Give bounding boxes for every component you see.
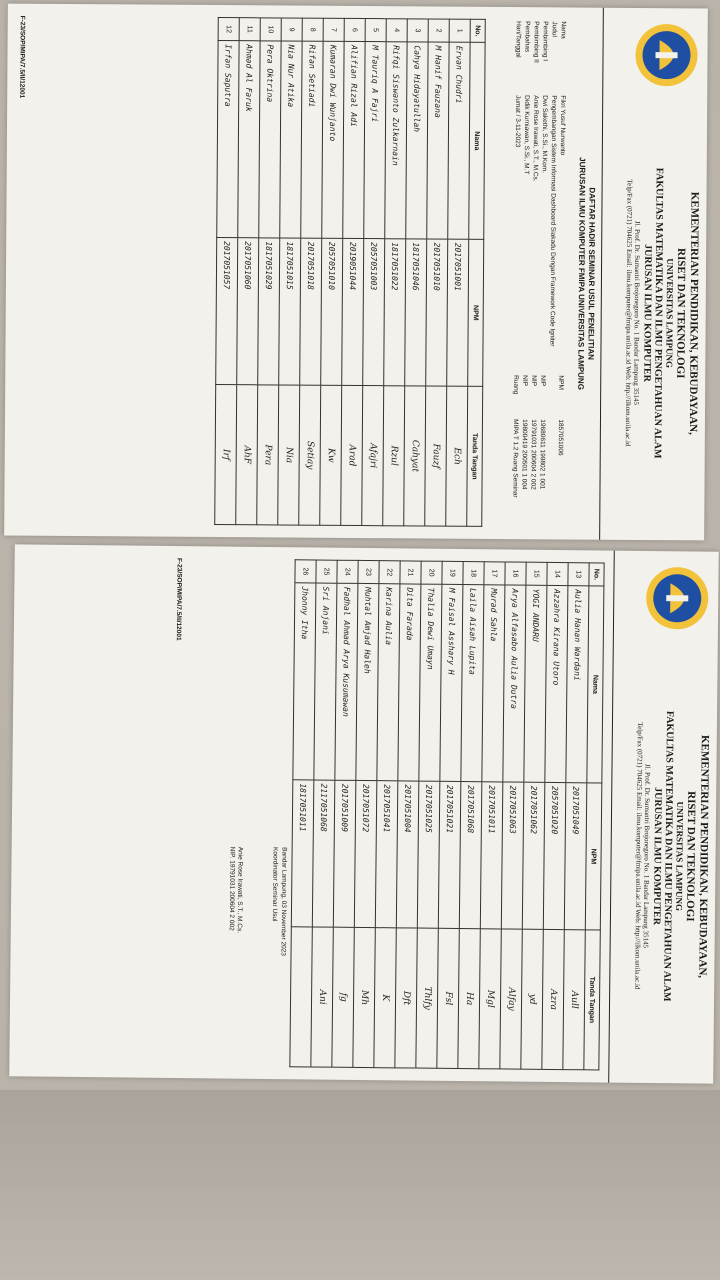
pembahas-label: Pembahas xyxy=(523,21,531,53)
row-signature: Ha xyxy=(458,929,480,1069)
row-number: 20 xyxy=(421,561,442,584)
row-number: 18 xyxy=(463,562,484,585)
row-number: 23 xyxy=(358,560,379,583)
row-npm: 2017051049 xyxy=(564,783,587,930)
row-npm: 1817051015 xyxy=(279,238,301,385)
row-signature: Aull xyxy=(563,930,585,1070)
row-signature: Thlfy xyxy=(416,928,438,1068)
pembimbing2-label: Pembimbing II xyxy=(532,21,540,63)
address: Jl. Prof. Dr. Sumantri Brojonegoro No. 1 Bandar Lampung 35145 xyxy=(632,220,642,406)
nama-label: Nama xyxy=(559,21,567,39)
row-name: Karina Aulia xyxy=(377,584,400,781)
row-number: 13 xyxy=(568,563,589,586)
row-signature: Irf xyxy=(215,385,237,525)
pembahas-nip: 19800419 200501 1 004 xyxy=(520,419,528,490)
ministry-line2: RISET DAN TEKNOLOGI xyxy=(684,791,698,922)
row-signature: Rzul xyxy=(383,386,405,526)
table-row xyxy=(446,19,471,526)
row-signature: Kw xyxy=(320,385,342,525)
row-signature: Cahyat xyxy=(404,386,426,526)
row-name: Pera Oktrina xyxy=(259,41,281,238)
row-npm: 2057051010 xyxy=(321,238,343,385)
title-line1: DAFTAR HADIR SEMINAR USUL PENELITIAN xyxy=(586,187,597,360)
row-npm: 2057051020 xyxy=(543,782,566,929)
row-number: 10 xyxy=(260,18,281,41)
row-name: M Tauriq A Fajri xyxy=(364,42,386,239)
row-signature: Arad xyxy=(341,385,363,525)
row-number: 17 xyxy=(484,562,505,585)
table-row xyxy=(278,18,303,525)
row-number: 26 xyxy=(295,560,316,583)
row-number: 9 xyxy=(281,18,302,41)
row-npm: 2017051068 xyxy=(459,782,482,929)
attendance-table-left xyxy=(214,17,486,527)
row-number: 15 xyxy=(526,562,547,585)
row-signature: Ani xyxy=(311,927,333,1067)
nama-value: Fikri Yusuf Nurwanto xyxy=(558,95,567,156)
contact: Telp/Fax (0721) 704625 Email: ilmu.komputer@fmipa.unila.ac.id Web: http://ilkom.unila.ac.id xyxy=(633,722,645,990)
address: Jl. Prof. Dr. Sumantri Brojonegoro No. 1 Bandar Lampung 35145 xyxy=(641,763,652,949)
row-number: 5 xyxy=(365,19,386,42)
col-no: No. xyxy=(589,563,604,586)
row-name: Irfan Saputra xyxy=(217,41,239,238)
row-signature: Azra xyxy=(542,929,564,1069)
row-name: Ervan Chudri xyxy=(448,42,470,239)
university-logo-icon xyxy=(633,22,699,88)
ruang-value: MIPA T 1.2 Ruang Seminar xyxy=(511,419,519,498)
row-name: Muhtal Amjad Haleh xyxy=(356,583,379,780)
row-number: 21 xyxy=(400,561,421,584)
row-name: Alifian Rizal Adi xyxy=(343,41,365,238)
signoff-block xyxy=(225,847,287,956)
ministry-line1: KEMENTERIAN PENDIDIKAN, KEBUDAYAAN, xyxy=(696,734,711,979)
row-npm: 1817051029 xyxy=(258,238,280,385)
attendance-sheet-page-1 xyxy=(4,4,708,541)
row-signature: Mgl xyxy=(479,929,501,1069)
row-npm: 2017051063 xyxy=(501,782,524,929)
row-signature xyxy=(290,927,312,1067)
row-name: M Hanif Fauzana xyxy=(427,42,449,239)
pembahas-value: Didik Kurniawan, S.Si., M.T xyxy=(522,95,531,175)
row-number: 12 xyxy=(218,18,239,41)
row-number: 2 xyxy=(428,19,449,42)
pembimbing1-value: Dwi Sakethi, S.Si., M.Kom. xyxy=(540,95,549,174)
row-npm: 2017051057 xyxy=(216,238,238,385)
attendance-table-right xyxy=(289,559,604,1070)
table-row xyxy=(299,18,324,525)
table-row xyxy=(341,18,366,525)
row-name: Ahmad Al Faruk xyxy=(238,41,260,238)
pembimbing1-nip-label: NIP xyxy=(539,375,547,387)
row-npm: 2017051004 xyxy=(396,781,419,928)
row-signature: Nia xyxy=(278,385,300,525)
judul-value: Pengembangan Sistem Informasi Dashboard Siakadu Dengan Framework Code Igniter xyxy=(548,95,558,347)
row-name: Nia Nur Atika xyxy=(280,41,302,238)
row-signature: Fauzf xyxy=(425,386,447,526)
department-name: JURUSAN ILMU KOMPUTER xyxy=(641,244,654,382)
npm-label: NPM xyxy=(557,375,565,390)
row-npm: 2017051009 xyxy=(333,780,356,927)
row-signature: AhF xyxy=(236,385,258,525)
row-name: Rifqi Siswanto Zulkarnain xyxy=(385,42,407,239)
ministry-line2: RISET DAN TEKNOLOGI xyxy=(674,248,688,379)
faculty-name: FAKULTAS MATEMATIKA DAN ILMU PENGETAHUAN ALAM xyxy=(661,710,676,1002)
row-number: 11 xyxy=(239,18,260,41)
row-signature: Afajri xyxy=(362,386,384,526)
signoff-nip: NIP. 19791031 200604 2 002 xyxy=(227,846,236,931)
row-number: 4 xyxy=(386,19,407,42)
university-name: UNIVERSITAS LAMPUNG xyxy=(664,258,675,369)
table-row xyxy=(215,18,240,525)
row-name: Kumaran Dwi Wunjanto xyxy=(322,41,344,238)
judul-label: Judul xyxy=(550,21,558,37)
col-ttd: Tanda Tangan xyxy=(467,386,483,526)
row-number: 25 xyxy=(316,560,337,583)
faculty-name: FAKULTAS MATEMATIKA DAN ILMU PENGETAHUAN ALAM xyxy=(652,167,666,459)
row-name: Murad Sahla xyxy=(482,585,505,782)
university-name: UNIVERSITAS LAMPUNG xyxy=(673,801,685,912)
table-row xyxy=(236,18,261,525)
row-npm: 1817051011 xyxy=(291,780,314,927)
row-signature: fg xyxy=(332,927,354,1067)
row-npm: 2017051011 xyxy=(480,782,503,929)
row-npm: 2017051062 xyxy=(522,782,545,929)
col-no: No. xyxy=(470,19,485,42)
footer-code-right: F-23/SOP/MIPA/7.5/II/12001 xyxy=(174,558,183,641)
row-number: 14 xyxy=(547,562,568,585)
row-npm: 2017051060 xyxy=(237,238,259,385)
letterhead-page2 xyxy=(608,551,719,1084)
row-name: Laila Aisah Lupita xyxy=(461,585,484,782)
row-signature: Setiay xyxy=(299,385,321,525)
row-npm: 2017051021 xyxy=(438,781,461,928)
pembimbing2-value: Anie Rose Irawati, S.T., M.Cs. xyxy=(531,95,540,182)
row-name: Thalia Dewi Umayn xyxy=(419,584,442,781)
row-signature: yd xyxy=(521,929,543,1069)
row-signature: Dft xyxy=(395,928,417,1068)
signoff-name: Anie Rose Irawati, S.T., M.Cs. xyxy=(236,846,245,934)
row-number: 24 xyxy=(337,560,358,583)
footer-code-left: F-23/SOP/MIPA/7.5/II/12001 xyxy=(18,15,26,99)
row-name: Aulia Hanan Wardani xyxy=(566,586,589,783)
row-name: Fadhal Ahmad Arya Kusumawan xyxy=(335,583,358,780)
row-number: 6 xyxy=(344,18,365,41)
department-name: JURUSAN ILMU KOMPUTER xyxy=(650,787,664,926)
row-number: 22 xyxy=(379,561,400,584)
seminar-info xyxy=(510,19,568,531)
row-signature: Mh xyxy=(353,927,375,1067)
row-npm: 1817051022 xyxy=(384,239,406,386)
row-number: 16 xyxy=(505,562,526,585)
row-signature: Fsl xyxy=(437,928,459,1068)
attendance-sheet-page-2 xyxy=(9,544,719,1083)
pembimbing1-nip: 19680611 199802 1 001 xyxy=(538,419,546,490)
row-name: Arya Alfasabo Aulia Dutra xyxy=(503,585,526,782)
pembimbing1-label: Pembimbing I xyxy=(541,21,549,62)
table-row xyxy=(362,19,387,526)
title-line2: JURUSAN ILMU KOMPUTER FMIPA UNIVERSITAS LAMPUNG xyxy=(575,157,587,390)
background-fabric xyxy=(0,1090,720,1280)
row-npm: 2017051018 xyxy=(300,238,322,385)
row-name: Sri Anjani xyxy=(314,583,337,780)
row-name: Azzahra Kirana Utoro xyxy=(545,585,568,782)
row-npm: 2017051001 xyxy=(447,239,469,386)
pembahas-nip-label: NIP xyxy=(521,375,529,387)
row-name: Cahya Hidayatullah xyxy=(406,42,428,239)
hari-label: Hari/Tanggal xyxy=(514,21,522,58)
row-npm: 2017051025 xyxy=(417,781,440,928)
hari-value: Jumat / 3-11-2023 xyxy=(513,95,522,148)
row-name: Rifan Setiadi xyxy=(301,41,323,238)
row-number: 8 xyxy=(302,18,323,41)
contact: Telp/Fax (0721) 704625 Email: ilmu.komputer@fmipa.unila.ac.id Web: http://ilkom.unila.ac.id xyxy=(624,179,634,447)
npm-value: 1857051006 xyxy=(556,419,564,456)
pembimbing2-nip-label: NIP xyxy=(530,375,538,387)
row-npm: 2017051041 xyxy=(375,781,398,928)
table-row xyxy=(257,18,282,525)
row-npm: 2017051010 xyxy=(426,239,448,386)
row-name: Dita Farada xyxy=(398,584,421,781)
signoff-role: Koordinator Seminar Usul xyxy=(271,847,279,922)
table-row xyxy=(404,19,429,526)
col-npm: NPM xyxy=(585,783,602,930)
row-signature: Pera xyxy=(257,385,279,525)
row-number: 7 xyxy=(323,18,344,41)
row-signature: Alfay xyxy=(500,929,522,1069)
row-signature: K xyxy=(374,928,396,1068)
row-npm: 2117051068 xyxy=(312,780,335,927)
col-nama: Nama xyxy=(587,586,604,783)
ministry-line1: KEMENTERIAN PENDIDIKAN, KEBUDAYAAN, xyxy=(686,191,701,435)
row-npm: 2019051044 xyxy=(342,238,364,385)
table-row xyxy=(383,19,408,526)
row-number: 19 xyxy=(442,561,463,584)
ruang-label: Ruang xyxy=(512,375,520,395)
col-npm: NPM xyxy=(468,239,484,386)
table-row xyxy=(425,19,450,526)
row-signature: Ech xyxy=(446,386,468,526)
row-number: 1 xyxy=(449,19,470,42)
row-npm: 2057051003 xyxy=(363,239,385,386)
letterhead xyxy=(599,8,708,541)
row-npm: 1817051046 xyxy=(405,239,427,386)
pembimbing2-nip: 19791031 200604 2 002 xyxy=(529,419,537,490)
row-name: Jhonny Itha xyxy=(293,583,316,780)
col-nama: Nama xyxy=(469,42,485,239)
row-number: 3 xyxy=(407,19,428,42)
table-row xyxy=(320,18,345,525)
row-name: YOGI ANDARU xyxy=(524,585,547,782)
col-ttd: Tanda Tangan xyxy=(584,930,600,1070)
row-npm: 2017051072 xyxy=(354,780,377,927)
signoff-place-date: Bandar Lampung, 03 November 2023 xyxy=(279,847,288,956)
row-name: M Faisal Asshary H xyxy=(440,584,463,781)
university-logo-icon xyxy=(644,565,711,632)
document-title xyxy=(573,18,597,530)
